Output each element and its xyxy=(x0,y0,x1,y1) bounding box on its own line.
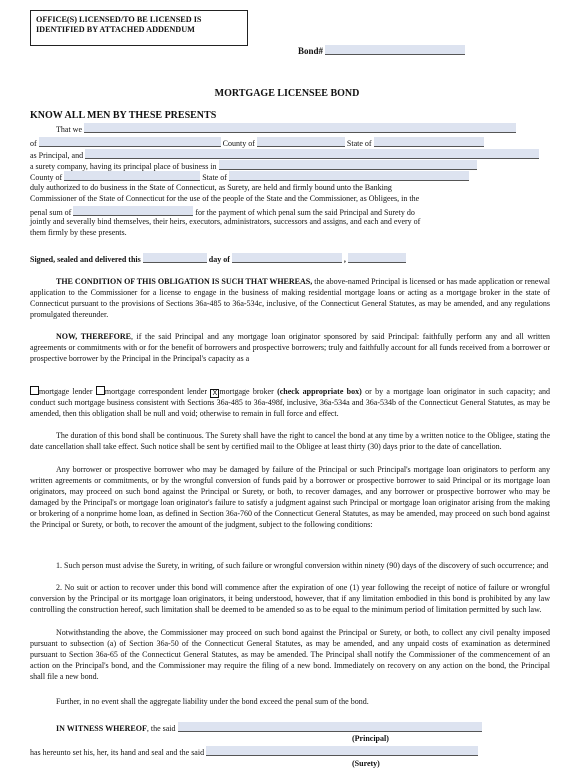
condition-2: 2. No suit or action to recover under this bond will commence after the expiration of one (1) year following the receipt of notice of failure or wrongful conversion by the Principal or its mortgage loan originators, it being understood, however, that if any limitation embodied in this bond is prohibited by any law controlling the construction hereof, such limitation shall be deemed to be amended so as to be equal to the minimum period of limitation permitted by such law. xyxy=(30,583,550,614)
bond-number-field[interactable] xyxy=(325,45,465,55)
penal-sum-text: for the payment of which penal sum the said Principal and Surety do xyxy=(195,208,415,217)
capacity-tail: or by a mortgage xyxy=(361,387,424,396)
therefore-lead: NOW, THEREFORE xyxy=(56,332,131,341)
addendum-line-2: IDENTIFIED BY ATTACHED ADDENDUM xyxy=(36,25,195,34)
signed-row xyxy=(30,253,406,265)
further-paragraph: Further, in no event shall the aggregate liability under the bond exceed the penal sum of the bond. xyxy=(56,697,369,706)
surety-county-field[interactable] xyxy=(64,171,200,181)
mortgage-broker-checkbox[interactable]: X xyxy=(210,389,219,398)
day-of-label: day of xyxy=(208,255,230,264)
penal-sum-field[interactable] xyxy=(73,206,193,216)
surety-caption: (Surety) xyxy=(352,759,380,768)
signed-year-field[interactable] xyxy=(348,253,406,263)
duration-paragraph: The duration of this bond shall be continuous. The Surety shall have the right to cancel the bond at any time by a written notice to the Obligee, stating the date cancellation shall take effect. Such notice shall be sent by certified mail to the Obligee at least thirty (30) days prior to the date of cancellation. xyxy=(30,431,550,451)
of-row xyxy=(30,137,484,149)
principal-county-field[interactable] xyxy=(257,137,345,147)
document-title: MORTGAGE LICENSEE BOND xyxy=(214,88,360,99)
correspondent-lender-label: mortgage correspondent lender xyxy=(104,387,208,396)
addendum-notice-box xyxy=(30,10,248,46)
witness-principal-field[interactable] xyxy=(178,722,482,732)
state-label: State of xyxy=(346,139,372,148)
surety-state-label: State of xyxy=(202,173,227,182)
authorized-line-1: duly authorized to do business in the State of Connecticut, as Surety, are held and firmly bound unto the Banking xyxy=(30,183,392,192)
capacity-rest: loan originator in such capacity; and conduct such mortgage business consistent with Sections 36a-485 to 36a-498f, inclusive, 36a-534a and 36a-534b of the Connecticut General Statutes, as may be amended, then this obligation shall be null and void; otherwise to remain in full force and effect. xyxy=(30,387,551,418)
signed-day-field[interactable] xyxy=(143,253,207,263)
signed-label: Signed, sealed and delivered this xyxy=(30,255,141,264)
addendum-line-1: OFFICE(S) LICENSED/TO BE LICENSED IS xyxy=(36,15,202,24)
bond-number-label: Bond# xyxy=(298,46,324,56)
notwithstanding-paragraph: Notwithstanding the above, the Commissioner may proceed on such bond against the Principal or Surety, or both, to collect any civil penalty imposed pursuant to subsection (a) of Section 36a-50 of the Connecticut General Statutes, as may be amended, and any unpaid costs of examination as determined pursuant to Section 36a-65 of the Connecticut General Statutes, as may be amended. The Principal shall notify the Commissioner of the commencement of an action on the Principal's bond, and the Commissioner may require the filing of a new bond. Immediately on recovery on any action on the bond, the Principal shall file a new bond. xyxy=(30,628,550,681)
witness-row xyxy=(56,722,482,734)
condition-1: 1. Such person must advise the Surety, in writing, of such failure or wrongful conversion within ninety (90) days of the discovery of such occurrence; and xyxy=(56,561,549,570)
authorized-line-2: Commissioner of the State of Connecticut for the use of the people of the State and the Commissioner, as Obligees, in the xyxy=(30,194,420,203)
that-we-label: That we xyxy=(56,125,82,134)
hereunto-row xyxy=(30,746,478,758)
know-all-men-heading: KNOW ALL MEN BY THESE PRESENTS xyxy=(30,110,217,121)
surety-place-field[interactable] xyxy=(219,160,477,170)
correspondent-lender-checkbox[interactable] xyxy=(96,386,105,395)
surety-county-row xyxy=(30,171,469,183)
mortgage-lender-checkbox[interactable] xyxy=(30,386,39,395)
witness-surety-field[interactable] xyxy=(206,746,478,756)
of-label: of xyxy=(30,139,37,148)
surety-business-label: a surety company, having its principal place of business in xyxy=(30,162,217,171)
capacity-paragraph xyxy=(30,386,550,420)
therefore-text: , if the said Principal and any mortgage loan originator sponsored by said Principal: faithfully perform any and all written agreements or commitments with or for the benefit of borrowers and prospective borrowers; truly and faithfully account for all funds received from a borrower or prospective borrower by the Principal in the Principal's capacity as a xyxy=(30,332,550,363)
borrower-paragraph: Any borrower or prospective borrower who may be damaged by failure of the Principal or such Principal's mortgage loan originators to perform any written agreements or commitments, or by the wrongful conversion of funds paid by a borrower or prospective borrower to said Principal or its mortgage loan originators, may proceed on such bond against the Principal or Surety, or both, to recover damages, and any borrower or prospective borrower who may be damaged by the Principal's or mortgage loan originator's failure to satisfy a judgment against such Principal or mortgage loan originator arising from the making or brokering of a nonprime home loan, as defined in Section 36a-760 of the Connecticut General Statutes, as may be amended, may proceed on such bond against the Principal or Surety, or both, to recover the amount of the judgment, subject to the following conditions: xyxy=(30,465,550,529)
as-principal-label: as Principal, and xyxy=(30,151,84,160)
principal-state-field[interactable] xyxy=(374,137,484,147)
surety-state-field[interactable] xyxy=(229,171,469,181)
mortgage-lender-label: mortgage lender xyxy=(39,387,93,396)
surety-county-label: County of xyxy=(30,173,63,182)
bond-number-row xyxy=(298,45,465,56)
therefore-paragraph xyxy=(30,332,550,365)
witness-lead: IN WITNESS WHEREOF xyxy=(56,724,147,733)
condition-lead: THE CONDITION OF THIS OBLIGATION IS SUCH THAT WHEREAS, xyxy=(56,277,313,286)
penal-sum-label: penal sum of xyxy=(30,208,72,217)
principal-name-field[interactable] xyxy=(84,123,516,133)
jointly-line: jointly and severally bind themselves, their heirs, executors, administrators, successors and assigns, and each and every of xyxy=(30,217,421,226)
condition-text: the above-named Principal is licensed or has made application or renewal application to the Commissioner for a license to engage in the business of making residential mortgage loans or acting as a mortgage broker in the state of Connecticut pursuant to the provisions of Sections 36a-485 to 36a-534c, inclusive, of the Connecticut General Statutes, as may be amended, and any regulations promulgated thereunder. xyxy=(30,277,551,319)
that-we-row xyxy=(56,123,516,135)
county-label: County of xyxy=(222,139,255,148)
hereunto-text: has hereunto set his, her, its hand and seal and the said xyxy=(30,748,205,757)
mortgage-broker-label: mortgage broker xyxy=(219,387,274,396)
witness-text: , the said xyxy=(146,724,176,733)
check-note: (check appropriate box) xyxy=(277,387,362,396)
date-comma: , xyxy=(343,255,346,264)
principal-caption: (Principal) xyxy=(352,734,389,743)
surety-name-field[interactable] xyxy=(85,149,539,159)
signed-month-field[interactable] xyxy=(232,253,342,263)
principal-address-field[interactable] xyxy=(39,137,221,147)
condition-paragraph xyxy=(30,277,550,321)
firmly-line: them firmly by these presents. xyxy=(30,228,127,237)
